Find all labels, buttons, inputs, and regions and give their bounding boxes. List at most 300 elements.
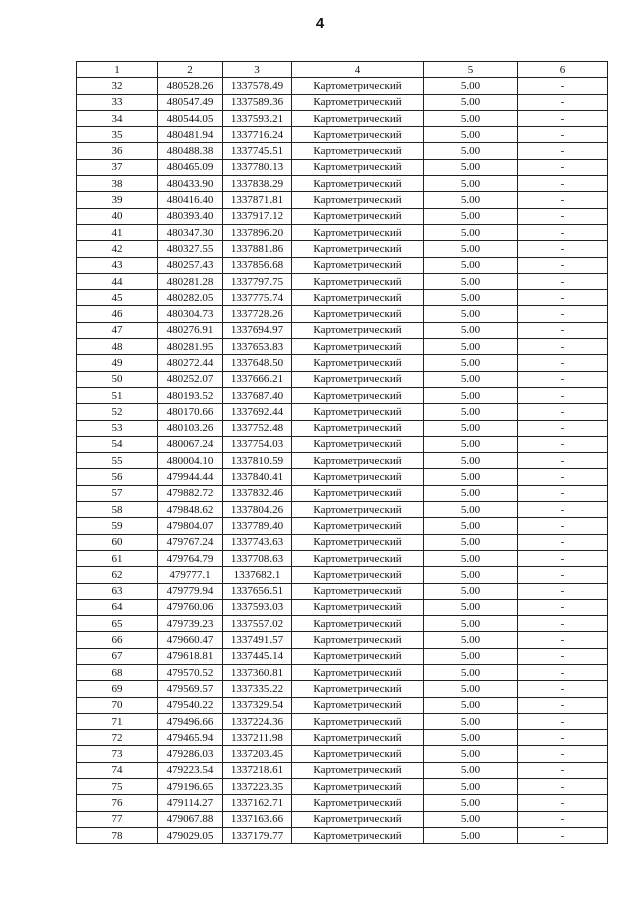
table-cell: 479618.81	[158, 648, 223, 664]
table-cell: -	[518, 795, 608, 811]
table-cell: 74	[77, 762, 158, 778]
table-row	[77, 681, 608, 697]
table-row	[77, 241, 608, 257]
table-cell: -	[518, 469, 608, 485]
table-cell: 1337329.54	[223, 697, 292, 713]
table-cell: 5.00	[424, 795, 518, 811]
table-cell: 5.00	[424, 192, 518, 208]
table-row	[77, 632, 608, 648]
table-cell: 479223.54	[158, 762, 223, 778]
table-cell: 1337804.26	[223, 502, 292, 518]
table-cell: -	[518, 534, 608, 550]
table-cell: Картометрический	[292, 322, 424, 338]
table-cell: 5.00	[424, 322, 518, 338]
table-cell: 63	[77, 583, 158, 599]
table-cell: 480004.10	[158, 453, 223, 469]
table-cell: Картометрический	[292, 290, 424, 306]
table-cell: -	[518, 632, 608, 648]
table-cell: -	[518, 502, 608, 518]
table-cell: -	[518, 192, 608, 208]
table-cell: 479944.44	[158, 469, 223, 485]
table-cell: 479496.66	[158, 713, 223, 729]
table-cell: 41	[77, 224, 158, 240]
table-cell: 54	[77, 436, 158, 452]
column-header: 4	[292, 62, 424, 78]
table-cell: 479465.94	[158, 730, 223, 746]
table-row	[77, 453, 608, 469]
table-cell: 51	[77, 387, 158, 403]
column-header: 3	[223, 62, 292, 78]
table-cell: 42	[77, 241, 158, 257]
table-cell: 53	[77, 420, 158, 436]
table-cell: 45	[77, 290, 158, 306]
table-cell: Картометрический	[292, 746, 424, 762]
table-cell: 5.00	[424, 697, 518, 713]
table-cell: 50	[77, 371, 158, 387]
table-cell: 1337810.59	[223, 453, 292, 469]
table-row	[77, 127, 608, 143]
table-cell: -	[518, 583, 608, 599]
table-cell: Картометрический	[292, 697, 424, 713]
table-cell: 37	[77, 159, 158, 175]
table-row	[77, 224, 608, 240]
column-header: 1	[77, 62, 158, 78]
table-cell: 480347.30	[158, 224, 223, 240]
table-cell: Картометрический	[292, 257, 424, 273]
table-cell: 1337687.40	[223, 387, 292, 403]
table-cell: 72	[77, 730, 158, 746]
table-cell: 67	[77, 648, 158, 664]
table-cell: 5.00	[424, 436, 518, 452]
table-cell: Картометрический	[292, 436, 424, 452]
table-cell: 1337856.68	[223, 257, 292, 273]
table-row	[77, 567, 608, 583]
table-cell: -	[518, 257, 608, 273]
table-header-row	[77, 62, 608, 78]
table-cell: 1337838.29	[223, 176, 292, 192]
table-cell: Картометрический	[292, 404, 424, 420]
table-cell: -	[518, 648, 608, 664]
table-cell: 78	[77, 827, 158, 843]
table-cell: 479196.65	[158, 779, 223, 795]
table-row	[77, 811, 608, 827]
table-cell: -	[518, 110, 608, 126]
table-cell: 1337648.50	[223, 355, 292, 371]
table-cell: 38	[77, 176, 158, 192]
table-cell: -	[518, 404, 608, 420]
table-cell: 68	[77, 664, 158, 680]
table-cell: 1337797.75	[223, 273, 292, 289]
table-cell: 46	[77, 306, 158, 322]
table-cell: 75	[77, 779, 158, 795]
table-cell: Картометрический	[292, 762, 424, 778]
table-cell: 1337578.49	[223, 78, 292, 94]
table-cell: 58	[77, 502, 158, 518]
table-cell: Картометрический	[292, 567, 424, 583]
table-cell: Картометрический	[292, 616, 424, 632]
column-header: 5	[424, 62, 518, 78]
table-row	[77, 273, 608, 289]
table-cell: -	[518, 811, 608, 827]
table-cell: 65	[77, 616, 158, 632]
table-cell: 480257.43	[158, 257, 223, 273]
table-cell: Картометрический	[292, 306, 424, 322]
table-cell: 71	[77, 713, 158, 729]
table-cell: 480488.38	[158, 143, 223, 159]
table-cell: 5.00	[424, 94, 518, 110]
table-row	[77, 208, 608, 224]
table-cell: -	[518, 453, 608, 469]
table-row	[77, 502, 608, 518]
table-cell: 47	[77, 322, 158, 338]
table-cell: 5.00	[424, 811, 518, 827]
table-cell: Картометрический	[292, 355, 424, 371]
table-cell: 77	[77, 811, 158, 827]
table-cell: -	[518, 664, 608, 680]
table-cell: 480276.91	[158, 322, 223, 338]
table-cell: 480304.73	[158, 306, 223, 322]
table-row	[77, 110, 608, 126]
table-cell: Картометрический	[292, 827, 424, 843]
table-row	[77, 420, 608, 436]
table-cell: 5.00	[424, 306, 518, 322]
table-cell: 39	[77, 192, 158, 208]
table-cell: -	[518, 550, 608, 566]
table-cell: 1337593.21	[223, 110, 292, 126]
table-cell: 5.00	[424, 567, 518, 583]
table-row	[77, 697, 608, 713]
table-cell: 57	[77, 485, 158, 501]
table-cell: 480067.24	[158, 436, 223, 452]
table-cell: 1337179.77	[223, 827, 292, 843]
table-cell: 1337871.81	[223, 192, 292, 208]
table-cell: 5.00	[424, 469, 518, 485]
table-row	[77, 648, 608, 664]
table-cell: 70	[77, 697, 158, 713]
table-cell: 1337708.63	[223, 550, 292, 566]
table-cell: 73	[77, 746, 158, 762]
table-cell: -	[518, 355, 608, 371]
table-cell: 52	[77, 404, 158, 420]
table-cell: 479760.06	[158, 599, 223, 615]
table-cell: 5.00	[424, 730, 518, 746]
table-cell: 479764.79	[158, 550, 223, 566]
coordinates-table	[76, 61, 608, 844]
table-cell: 76	[77, 795, 158, 811]
column-header: 6	[518, 62, 608, 78]
table-row	[77, 290, 608, 306]
table-row	[77, 436, 608, 452]
table-row	[77, 257, 608, 273]
table-cell: Картометрический	[292, 485, 424, 501]
table-row	[77, 355, 608, 371]
table-cell: 40	[77, 208, 158, 224]
table-cell: -	[518, 779, 608, 795]
table-cell: 62	[77, 567, 158, 583]
table-cell: 480481.94	[158, 127, 223, 143]
table-cell: Картометрический	[292, 795, 424, 811]
table-cell: 1337557.02	[223, 616, 292, 632]
table-cell: Картометрический	[292, 371, 424, 387]
table-cell: 5.00	[424, 241, 518, 257]
table-cell: 1337656.51	[223, 583, 292, 599]
table-cell: 479029.05	[158, 827, 223, 843]
table-cell: 480272.44	[158, 355, 223, 371]
table-cell: Картометрический	[292, 469, 424, 485]
table-cell: 1337666.21	[223, 371, 292, 387]
table-cell: -	[518, 420, 608, 436]
table-cell: Картометрический	[292, 583, 424, 599]
table-cell: 5.00	[424, 224, 518, 240]
table-cell: 69	[77, 681, 158, 697]
table-row	[77, 534, 608, 550]
table-cell: 5.00	[424, 387, 518, 403]
table-cell: 5.00	[424, 534, 518, 550]
table-row	[77, 94, 608, 110]
table-cell: 33	[77, 94, 158, 110]
table-cell: 60	[77, 534, 158, 550]
table-cell: -	[518, 339, 608, 355]
table-cell: 5.00	[424, 208, 518, 224]
table-cell: 49	[77, 355, 158, 371]
table-cell: -	[518, 224, 608, 240]
table-cell: -	[518, 176, 608, 192]
table-row	[77, 550, 608, 566]
table-row	[77, 485, 608, 501]
table-cell: 1337692.44	[223, 404, 292, 420]
table-cell: 5.00	[424, 664, 518, 680]
table-cell: Картометрический	[292, 420, 424, 436]
table-cell: 1337360.81	[223, 664, 292, 680]
table-cell: Картометрический	[292, 241, 424, 257]
table-cell: -	[518, 827, 608, 843]
table-body	[77, 78, 608, 844]
table-cell: 480547.49	[158, 94, 223, 110]
table-cell: 479767.24	[158, 534, 223, 550]
table-cell: Картометрический	[292, 208, 424, 224]
table-cell: 479779.94	[158, 583, 223, 599]
table-cell: 5.00	[424, 616, 518, 632]
table-cell: Картометрический	[292, 387, 424, 403]
table-cell: 1337335.22	[223, 681, 292, 697]
table-cell: 480252.07	[158, 371, 223, 387]
table-cell: Картометрический	[292, 648, 424, 664]
table-cell: 1337728.26	[223, 306, 292, 322]
table-cell: 5.00	[424, 502, 518, 518]
table-row	[77, 779, 608, 795]
table-cell: Картометрический	[292, 811, 424, 827]
table-row	[77, 518, 608, 534]
table-cell: -	[518, 616, 608, 632]
table-row	[77, 78, 608, 94]
table-cell: 480282.05	[158, 290, 223, 306]
table-cell: 5.00	[424, 779, 518, 795]
table-cell: 5.00	[424, 583, 518, 599]
table-cell: 35	[77, 127, 158, 143]
table-cell: Картометрический	[292, 192, 424, 208]
table-cell: 479660.47	[158, 632, 223, 648]
table-cell: 5.00	[424, 273, 518, 289]
table-row	[77, 664, 608, 680]
table-cell: 1337163.66	[223, 811, 292, 827]
table-cell: 1337752.48	[223, 420, 292, 436]
table-row	[77, 143, 608, 159]
table-cell: 43	[77, 257, 158, 273]
table-cell: -	[518, 518, 608, 534]
table-row	[77, 371, 608, 387]
table-cell: 32	[77, 78, 158, 94]
table-row	[77, 746, 608, 762]
table-cell: 1337745.51	[223, 143, 292, 159]
table-cell: 1337775.74	[223, 290, 292, 306]
table-cell: -	[518, 567, 608, 583]
table-cell: Картометрический	[292, 224, 424, 240]
table-cell: 480281.95	[158, 339, 223, 355]
table-row	[77, 762, 608, 778]
table-row	[77, 404, 608, 420]
table-cell: 61	[77, 550, 158, 566]
table-cell: 479848.62	[158, 502, 223, 518]
table-cell: Картометрический	[292, 779, 424, 795]
table-cell: 479114.27	[158, 795, 223, 811]
table-cell: 480393.40	[158, 208, 223, 224]
table-row	[77, 176, 608, 192]
table-row	[77, 795, 608, 811]
table-cell: 1337780.13	[223, 159, 292, 175]
table-cell: 5.00	[424, 404, 518, 420]
table-cell: 1337203.45	[223, 746, 292, 762]
table-row	[77, 306, 608, 322]
table-cell: -	[518, 143, 608, 159]
table-cell: 479777.1	[158, 567, 223, 583]
table-cell: 5.00	[424, 599, 518, 615]
table-cell: 1337445.14	[223, 648, 292, 664]
table-cell: 479067.88	[158, 811, 223, 827]
table-cell: 59	[77, 518, 158, 534]
table-cell: -	[518, 681, 608, 697]
table-cell: 479569.57	[158, 681, 223, 697]
table-cell: 480327.55	[158, 241, 223, 257]
table-row	[77, 583, 608, 599]
table-cell: Картометрический	[292, 127, 424, 143]
table-cell: 1337223.35	[223, 779, 292, 795]
table-cell: 34	[77, 110, 158, 126]
table-cell: -	[518, 387, 608, 403]
table-cell: Картометрический	[292, 94, 424, 110]
table-cell: 480416.40	[158, 192, 223, 208]
table-cell: -	[518, 371, 608, 387]
table-cell: 5.00	[424, 681, 518, 697]
table-cell: Картометрический	[292, 502, 424, 518]
table-cell: Картометрический	[292, 664, 424, 680]
table-cell: Картометрический	[292, 110, 424, 126]
table-row	[77, 322, 608, 338]
table-cell: 480193.52	[158, 387, 223, 403]
table-cell: Картометрический	[292, 176, 424, 192]
table-cell: 479882.72	[158, 485, 223, 501]
table-cell: 5.00	[424, 632, 518, 648]
table-cell: 5.00	[424, 762, 518, 778]
table-cell: -	[518, 127, 608, 143]
table-cell: 5.00	[424, 453, 518, 469]
column-header: 2	[158, 62, 223, 78]
table-cell: 1337881.86	[223, 241, 292, 257]
table-row	[77, 616, 608, 632]
table-cell: 479804.07	[158, 518, 223, 534]
table-cell: 1337211.98	[223, 730, 292, 746]
table-cell: 480281.28	[158, 273, 223, 289]
table-cell: 480170.66	[158, 404, 223, 420]
table-cell: Картометрический	[292, 730, 424, 746]
table-cell: 36	[77, 143, 158, 159]
table-cell: 5.00	[424, 355, 518, 371]
table-cell: 1337694.97	[223, 322, 292, 338]
table-cell: -	[518, 94, 608, 110]
table-cell: 5.00	[424, 110, 518, 126]
table-cell: 5.00	[424, 713, 518, 729]
table-cell: 5.00	[424, 78, 518, 94]
table-cell: 5.00	[424, 746, 518, 762]
table-cell: 5.00	[424, 127, 518, 143]
table-row	[77, 387, 608, 403]
table-cell: -	[518, 713, 608, 729]
table-cell: 5.00	[424, 339, 518, 355]
table-cell: -	[518, 290, 608, 306]
table-cell: 5.00	[424, 518, 518, 534]
table-cell: 1337218.61	[223, 762, 292, 778]
table-cell: -	[518, 273, 608, 289]
table-cell: 1337162.71	[223, 795, 292, 811]
page-number: 4	[315, 15, 325, 32]
table-cell: 1337789.40	[223, 518, 292, 534]
table-cell: 1337832.46	[223, 485, 292, 501]
table-cell: 1337589.36	[223, 94, 292, 110]
table-cell: -	[518, 599, 608, 615]
table-cell: 479286.03	[158, 746, 223, 762]
table-cell: -	[518, 436, 608, 452]
table-cell: Картометрический	[292, 550, 424, 566]
table-cell: 5.00	[424, 550, 518, 566]
table-cell: Картометрический	[292, 632, 424, 648]
table-cell: 1337716.24	[223, 127, 292, 143]
table-cell: -	[518, 697, 608, 713]
table-cell: 66	[77, 632, 158, 648]
table-cell: 5.00	[424, 143, 518, 159]
table-cell: Картометрический	[292, 599, 424, 615]
table-row	[77, 159, 608, 175]
table-row	[77, 827, 608, 843]
table-cell: 1337491.57	[223, 632, 292, 648]
table-cell: 5.00	[424, 648, 518, 664]
table-cell: Картометрический	[292, 681, 424, 697]
table-cell: 5.00	[424, 257, 518, 273]
table-cell: 1337754.03	[223, 436, 292, 452]
table-cell: Картометрический	[292, 453, 424, 469]
table-cell: -	[518, 306, 608, 322]
table-cell: 1337743.63	[223, 534, 292, 550]
table-cell: -	[518, 241, 608, 257]
table-row	[77, 730, 608, 746]
table-cell: Картометрический	[292, 159, 424, 175]
table-cell: 55	[77, 453, 158, 469]
table-row	[77, 713, 608, 729]
table-cell: 5.00	[424, 159, 518, 175]
table-cell: 479540.22	[158, 697, 223, 713]
table-cell: 5.00	[424, 371, 518, 387]
table-cell: -	[518, 208, 608, 224]
table-cell: 1337896.20	[223, 224, 292, 240]
table-cell: -	[518, 746, 608, 762]
